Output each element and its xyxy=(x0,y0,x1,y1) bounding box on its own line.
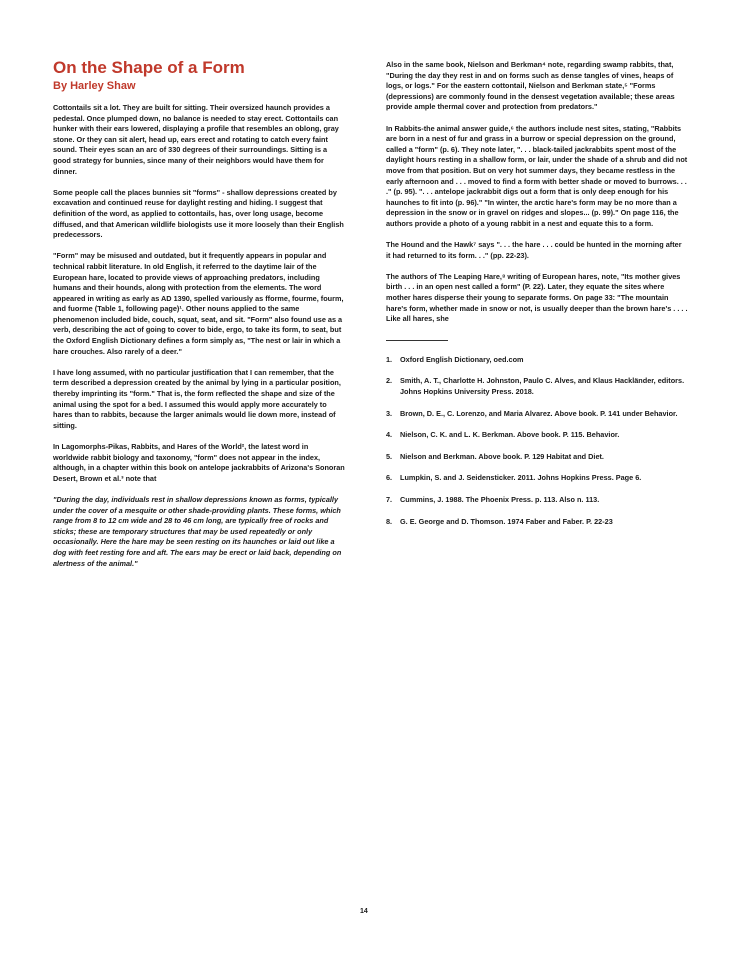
paragraph: The Hound and the Hawk⁷ says ". . . the hare . . . could be hunted in the morning after it had returned to its form. . ." (pp. 22-23). xyxy=(386,240,682,260)
article-byline: By Harley Shaw xyxy=(53,80,136,92)
left-column xyxy=(53,58,345,580)
footnote-number: 7. xyxy=(386,495,393,504)
paragraph: I have long assumed, with no particular justification that I can remember, that the term described a depression created by the animal by lying in a particular position, thereby imprinting its "form." That is, the form reflected the shape and size of the animal using the spot for a bed. I assumed this would apply more accurately to hares than to rabbits, because the larger animals would lie down more, instead of sitting. xyxy=(53,367,341,430)
footnote-number: 2. xyxy=(386,376,393,386)
paragraph: Cottontails sit a lot. They are built for sitting. Their oversized haunch provides a pedestal. Once plumped down, no balance is needed to stay erect. Cottontails can hunker with their ears lowered, displaying a profile that resembles an oblong, gray stone. Or they can sit alert, head up, ears erect and rotating to catch every faint sound. Their eyes scan an arc of 330 degrees of their surroundings. Sitting is a good strategy for bunnies, since many of their neighbors would have them for dinner. xyxy=(53,103,339,176)
footnote-text: Cummins, J. 1988. The Phoenix Press. p. 113. Also n. 113. xyxy=(400,495,600,504)
paragraph: In Rabbits-the animal answer guide,⁶ the authors include nest sites, stating, "Rabbits are born in a nest of fur and grass in a burrow or special depression on the ground, called a "form" (p. 6). They note later, ". . . black-tailed jackrabbits spent most of the daylight hours resting in a shallow form, or lair, under the shade of a shrub and did not move from that position. But on very hot summer days, they became restless in the early afternoon and . . . moved to find a form with better shade or moved to burrows. . . ." (p. 95). ". . . antelope jackrabbit digs out a form that is only deep enough for his haunches to fit into (p. 96)." "In winter, the arctic hare's form may be no more than a depression in the snow or in gravel on ridges and slopes... (p. 99)." On page 116, the authors provide a photo of a young rabbit in a nest and equate this to a form. xyxy=(386,123,688,228)
footnote xyxy=(386,495,688,506)
paragraph: Some people call the places bunnies sit "forms" - shallow depressions created by excavation and continued reuse for daylight resting and hiding. I suggest that definition of the word, as applied to cottontails, has, over long usage, become diffused, and that American wildlife biologists use it more loosely than their English predecessors. xyxy=(53,187,344,240)
footnote-number: 5. xyxy=(386,451,393,461)
footnote xyxy=(386,409,688,420)
footnote xyxy=(386,430,688,441)
footnote-text: Nielson, C. K. and L. K. Berkman. Above book. P. 115. Behavior. xyxy=(400,430,620,440)
footnote xyxy=(386,517,688,528)
footnote-text: Smith, A. T., Charlotte H. Johnston, Paulo C. Alves, and Klaus Hackländer, editors. Johns Hopkins University Press. 2018. xyxy=(400,376,685,397)
paragraph: Also in the same book, Nielson and Berkman⁴ note, regarding swamp rabbits, that, "During the day they rest in and on forms such as dense tangles of vines, heaps of logs, or logs." For the eastern cottontail, Nielson and Berkman state,⁵ "Forms (depressions) are commonly found in the densest vegetation available; these areas provide ample thermal cover and protection from predators." xyxy=(386,60,675,112)
paragraph: In Lagomorphs-Pikas, Rabbits, and Hares of the World², the latest word in worldwide rabbit biology and taxonomy, "form" does not appear in the index, although, in a chapter within this book on antelope jackrabbits of Arizona's Sonoran Desert, Brown et al.³ note that xyxy=(53,442,345,483)
footnotes-list xyxy=(386,355,688,527)
footnote xyxy=(386,355,688,366)
paragraph: "Form" may be misused and outdated, but it frequently appears in popular and technical rabbit literature. In old English, it referred to the daytime lair of the European hare, located to provide views of approaching predators, including humans and their hounds, along with protection from the elements. The word appeared in writing as early as AD 1390, spelled variously as fforme, fourme, fourm, and fuorme (Table 1, following page)¹. Other nouns applied to the same phenomenon included bide, couch, squat, seat, and sit. "Form" also found use as a verb, describing the act of going to cover to bide, ergo, to take its form, to seat, but the Oxford English Dictionary defines a form simply as, "The nest or lair in which a hare crouches. Also rarely of a deer." xyxy=(53,251,344,356)
paragraph: The authors of The Leaping Hare,⁸ writing of European hares, note, "Its mother gives birth . . . in an open nest called a form" (P. 22). Later, they equate the sites where mother hares disperse their young to separate forms. On page 33: "The mountain hare's form, whether made in snow or not, is usually deeper than the brown hare's . . . . Like all hares, she xyxy=(386,271,688,324)
footnote-text: Lumpkin, S. and J. Seidensticker. 2011. Johns Hopkins Press. Page 6. xyxy=(400,473,642,483)
block-quote: "During the day, individuals rest in shallow depressions known as forms, typically under the cover of a mesquite or other shade-providing plants. These forms, which range from 8 to 12 cm wide and 28 to 46 cm long, are typically free of rocks and sticks; these are temporary structures that may be used repeatedly or only occasionally. Here the hare may be seen resting on its haunches or laid out like a dog with feet resting fore and aft. The ears may be erect or laid back, depending on alertness of the animal." xyxy=(53,494,342,568)
footnote-text: G. E. George and D. Thomson. 1974 Faber and Faber. P. 22-23 xyxy=(400,516,613,526)
footnote-text: Nielson and Berkman. Above book. P. 129 Habitat and Diet. xyxy=(400,451,604,461)
footnote xyxy=(386,473,688,484)
footnote-divider xyxy=(386,340,448,341)
article-title: On the Shape of a Form xyxy=(53,58,245,77)
footnote-number: 6. xyxy=(386,473,393,483)
right-column xyxy=(386,60,688,538)
footnote-number: 8. xyxy=(386,516,393,526)
footnote-text: Oxford English Dictionary, oed.com xyxy=(400,354,524,364)
footnote-number: 4. xyxy=(386,430,393,440)
footnote-number: 3. xyxy=(386,408,393,418)
footnote-text: Brown, D. E., C. Lorenzo, and Maria Alvarez. Above book. P. 141 under Behavior. xyxy=(400,408,678,418)
footnote-number: 1. xyxy=(386,354,393,364)
footnote xyxy=(386,376,688,397)
page-number: 14 xyxy=(360,908,368,915)
footnote xyxy=(386,452,688,463)
